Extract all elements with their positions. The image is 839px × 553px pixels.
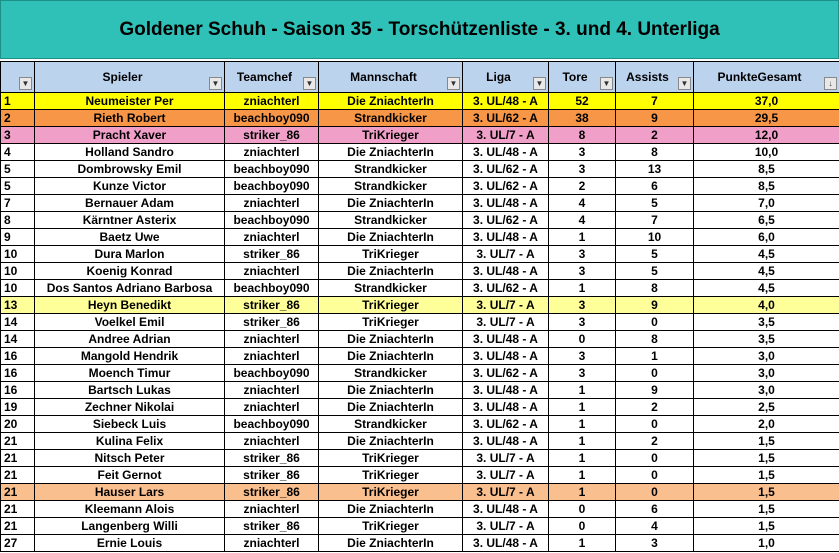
cell-spieler[interactable]: Dos Santos Adriano Barbosa: [35, 280, 225, 297]
table-row: [1, 518, 839, 535]
cell-spieler[interactable]: Bartsch Lukas: [35, 382, 225, 399]
cell-tore[interactable]: 52: [549, 93, 616, 110]
cell-assists[interactable]: 9: [616, 297, 694, 314]
cell-spieler[interactable]: Kleemann Alois: [35, 501, 225, 518]
cell-teamchef[interactable]: beachboy090: [225, 365, 319, 382]
cell-assists[interactable]: 7: [616, 212, 694, 229]
cell-liga[interactable]: 3. UL/62 - A: [463, 178, 549, 195]
cell-mannschaft[interactable]: Strandkicker: [319, 161, 463, 178]
cell-liga[interactable]: 3. UL/48 - A: [463, 433, 549, 450]
cell-tore[interactable]: 0: [549, 331, 616, 348]
cell-assists[interactable]: 9: [616, 110, 694, 127]
cell-mannschaft[interactable]: Die ZniachterIn: [319, 382, 463, 399]
cell-teamchef[interactable]: striker_86: [225, 297, 319, 314]
cell-liga[interactable]: 3. UL/7 - A: [463, 246, 549, 263]
sort-desc-icon[interactable]: ↓: [824, 77, 837, 90]
table-row: [1, 110, 839, 127]
col-header-teamchef: Teamchef ▼: [225, 62, 319, 93]
cell-liga[interactable]: 3. UL/48 - A: [463, 382, 549, 399]
cell-liga[interactable]: 3. UL/48 - A: [463, 331, 549, 348]
col-header-punkte: PunkteGesamt ↓: [694, 62, 839, 93]
cell-mannschaft[interactable]: TriKrieger: [319, 450, 463, 467]
cell-tore[interactable]: 3: [549, 144, 616, 161]
cell-tore[interactable]: 1: [549, 416, 616, 433]
cell-mannschaft[interactable]: Strandkicker: [319, 110, 463, 127]
cell-spieler[interactable]: Nitsch Peter: [35, 450, 225, 467]
cell-tore[interactable]: 2: [549, 178, 616, 195]
cell-assists[interactable]: 0: [616, 467, 694, 484]
cell-punkte[interactable]: 29,5: [694, 110, 839, 127]
cell-rank[interactable]: 21: [1, 484, 35, 501]
cell-rank[interactable]: 10: [1, 263, 35, 280]
cell-punkte[interactable]: 1,5: [694, 518, 839, 535]
cell-teamchef[interactable]: beachboy090: [225, 161, 319, 178]
cell-spieler[interactable]: Voelkel Emil: [35, 314, 225, 331]
cell-mannschaft[interactable]: TriKrieger: [319, 297, 463, 314]
cell-teamchef[interactable]: zniachterl: [225, 144, 319, 161]
cell-mannschaft[interactable]: TriKrieger: [319, 127, 463, 144]
col-header-liga: Liga ▼: [463, 62, 549, 93]
cell-spieler[interactable]: Kunze Victor: [35, 178, 225, 195]
cell-mannschaft[interactable]: TriKrieger: [319, 518, 463, 535]
cell-rank[interactable]: 2: [1, 110, 35, 127]
cell-rank[interactable]: 16: [1, 365, 35, 382]
cell-liga[interactable]: 3. UL/48 - A: [463, 348, 549, 365]
cell-assists[interactable]: 5: [616, 263, 694, 280]
cell-rank[interactable]: 5: [1, 178, 35, 195]
cell-rank[interactable]: 10: [1, 280, 35, 297]
cell-spieler[interactable]: Neumeister Per: [35, 93, 225, 110]
table-row: [1, 127, 839, 144]
cell-tore[interactable]: 3: [549, 161, 616, 178]
cell-spieler[interactable]: Zechner Nikolai: [35, 399, 225, 416]
cell-punkte[interactable]: 1,5: [694, 467, 839, 484]
filter-dropdown-icon[interactable]: ▼: [533, 77, 546, 90]
col-header-assists: Assists ▼: [616, 62, 694, 93]
col-header-spieler: Spieler ▼: [35, 62, 225, 93]
cell-punkte[interactable]: 3,5: [694, 331, 839, 348]
cell-spieler[interactable]: Langenberg Willi: [35, 518, 225, 535]
cell-punkte[interactable]: 1,0: [694, 535, 839, 552]
cell-punkte[interactable]: 4,0: [694, 297, 839, 314]
cell-punkte[interactable]: 4,5: [694, 263, 839, 280]
table-row: [1, 280, 839, 297]
cell-assists[interactable]: 6: [616, 501, 694, 518]
cell-tore[interactable]: 38: [549, 110, 616, 127]
cell-mannschaft[interactable]: Die ZniachterIn: [319, 348, 463, 365]
table-row: [1, 161, 839, 178]
cell-rank[interactable]: 4: [1, 144, 35, 161]
page-title: Goldener Schuh - Saison 35 - Torschützenliste - 3. und 4. Unterliga: [0, 0, 839, 59]
cell-liga[interactable]: 3. UL/62 - A: [463, 161, 549, 178]
cell-punkte[interactable]: 4,5: [694, 246, 839, 263]
cell-spieler[interactable]: Andree Adrian: [35, 331, 225, 348]
cell-assists[interactable]: 0: [616, 450, 694, 467]
cell-punkte[interactable]: 3,0: [694, 365, 839, 382]
cell-spieler[interactable]: Pracht Xaver: [35, 127, 225, 144]
cell-liga[interactable]: 3. UL/7 - A: [463, 450, 549, 467]
cell-spieler[interactable]: Kulina Felix: [35, 433, 225, 450]
cell-liga[interactable]: 3. UL/48 - A: [463, 501, 549, 518]
table-row: [1, 229, 839, 246]
cell-punkte[interactable]: 1,5: [694, 433, 839, 450]
cell-assists[interactable]: 3: [616, 535, 694, 552]
cell-tore[interactable]: 8: [549, 127, 616, 144]
cell-punkte[interactable]: 6,0: [694, 229, 839, 246]
cell-assists[interactable]: 0: [616, 365, 694, 382]
cell-punkte[interactable]: 6,5: [694, 212, 839, 229]
cell-tore[interactable]: 3: [549, 246, 616, 263]
cell-liga[interactable]: 3. UL/62 - A: [463, 280, 549, 297]
cell-tore[interactable]: 1: [549, 484, 616, 501]
cell-assists[interactable]: 4: [616, 518, 694, 535]
cell-rank[interactable]: 1: [1, 93, 35, 110]
cell-rank[interactable]: 14: [1, 331, 35, 348]
table-row: [1, 263, 839, 280]
cell-punkte[interactable]: 2,0: [694, 416, 839, 433]
cell-spieler[interactable]: Siebeck Luis: [35, 416, 225, 433]
cell-punkte[interactable]: 3,5: [694, 314, 839, 331]
table-row: [1, 314, 839, 331]
cell-punkte[interactable]: 1,5: [694, 484, 839, 501]
cell-liga[interactable]: 3. UL/48 - A: [463, 399, 549, 416]
cell-punkte[interactable]: 3,0: [694, 348, 839, 365]
cell-liga[interactable]: 3. UL/7 - A: [463, 484, 549, 501]
filter-dropdown-icon[interactable]: ▼: [447, 77, 460, 90]
cell-teamchef[interactable]: striker_86: [225, 467, 319, 484]
cell-liga[interactable]: 3. UL/48 - A: [463, 195, 549, 212]
cell-spieler[interactable]: Hauser Lars: [35, 484, 225, 501]
cell-rank[interactable]: 13: [1, 297, 35, 314]
cell-rank[interactable]: 27: [1, 535, 35, 552]
cell-mannschaft[interactable]: Die ZniachterIn: [319, 144, 463, 161]
cell-punkte[interactable]: 1,5: [694, 501, 839, 518]
cell-mannschaft[interactable]: TriKrieger: [319, 467, 463, 484]
cell-tore[interactable]: 1: [549, 450, 616, 467]
cell-assists[interactable]: 2: [616, 399, 694, 416]
cell-teamchef[interactable]: zniachterl: [225, 501, 319, 518]
cell-spieler[interactable]: Rieth Robert: [35, 110, 225, 127]
cell-teamchef[interactable]: zniachterl: [225, 229, 319, 246]
filter-dropdown-icon[interactable]: ▼: [19, 77, 32, 90]
cell-tore[interactable]: 0: [549, 501, 616, 518]
cell-liga[interactable]: 3. UL/48 - A: [463, 93, 549, 110]
filter-dropdown-icon[interactable]: ▼: [600, 77, 613, 90]
cell-liga[interactable]: 3. UL/7 - A: [463, 127, 549, 144]
cell-liga[interactable]: 3. UL/62 - A: [463, 110, 549, 127]
cell-teamchef[interactable]: beachboy090: [225, 178, 319, 195]
table-row: [1, 365, 839, 382]
table-row: [1, 501, 839, 518]
table-row: [1, 348, 839, 365]
cell-rank[interactable]: 3: [1, 127, 35, 144]
cell-spieler[interactable]: Kärntner Asterix: [35, 212, 225, 229]
cell-spieler[interactable]: Heyn Benedikt: [35, 297, 225, 314]
cell-teamchef[interactable]: zniachterl: [225, 382, 319, 399]
cell-assists[interactable]: 5: [616, 246, 694, 263]
col-header-rank: [1, 62, 35, 93]
cell-rank[interactable]: 20: [1, 416, 35, 433]
col-header-tore: Tore ▼: [549, 62, 616, 93]
cell-tore[interactable]: 4: [549, 212, 616, 229]
cell-teamchef[interactable]: zniachterl: [225, 348, 319, 365]
cell-mannschaft[interactable]: TriKrieger: [319, 314, 463, 331]
cell-teamchef[interactable]: zniachterl: [225, 93, 319, 110]
cell-mannschaft[interactable]: Die ZniachterIn: [319, 331, 463, 348]
filter-dropdown-icon[interactable]: ▼: [303, 77, 316, 90]
cell-spieler[interactable]: Feit Gernot: [35, 467, 225, 484]
cell-assists[interactable]: 8: [616, 280, 694, 297]
table-row: [1, 535, 839, 552]
table-row: [1, 331, 839, 348]
cell-mannschaft[interactable]: Die ZniachterIn: [319, 229, 463, 246]
cell-assists[interactable]: 0: [616, 484, 694, 501]
scorer-table: [0, 61, 839, 552]
cell-assists[interactable]: 10: [616, 229, 694, 246]
table-row: [1, 212, 839, 229]
table-row: [1, 467, 839, 484]
table-row: [1, 399, 839, 416]
cell-assists[interactable]: 5: [616, 195, 694, 212]
cell-rank[interactable]: 21: [1, 518, 35, 535]
cell-teamchef[interactable]: striker_86: [225, 450, 319, 467]
cell-liga[interactable]: 3. UL/48 - A: [463, 263, 549, 280]
cell-teamchef[interactable]: zniachterl: [225, 263, 319, 280]
cell-teamchef[interactable]: beachboy090: [225, 416, 319, 433]
cell-teamchef[interactable]: zniachterl: [225, 195, 319, 212]
cell-assists[interactable]: 8: [616, 331, 694, 348]
cell-liga[interactable]: 3. UL/7 - A: [463, 467, 549, 484]
cell-tore[interactable]: 1: [549, 535, 616, 552]
table-row: [1, 433, 839, 450]
cell-assists[interactable]: 8: [616, 144, 694, 161]
cell-tore[interactable]: 1: [549, 382, 616, 399]
table-row: [1, 416, 839, 433]
table-row: [1, 484, 839, 501]
cell-teamchef[interactable]: striker_86: [225, 314, 319, 331]
cell-mannschaft[interactable]: Die ZniachterIn: [319, 195, 463, 212]
cell-assists[interactable]: 9: [616, 382, 694, 399]
cell-tore[interactable]: 3: [549, 348, 616, 365]
cell-liga[interactable]: 3. UL/7 - A: [463, 314, 549, 331]
cell-liga[interactable]: 3. UL/62 - A: [463, 416, 549, 433]
table-row: [1, 297, 839, 314]
cell-teamchef[interactable]: striker_86: [225, 518, 319, 535]
cell-mannschaft[interactable]: Die ZniachterIn: [319, 93, 463, 110]
cell-tore[interactable]: 1: [549, 433, 616, 450]
cell-tore[interactable]: 1: [549, 229, 616, 246]
cell-spieler[interactable]: Dura Marlon: [35, 246, 225, 263]
cell-teamchef[interactable]: striker_86: [225, 246, 319, 263]
cell-spieler[interactable]: Ernie Louis: [35, 535, 225, 552]
table-row: [1, 246, 839, 263]
cell-liga[interactable]: 3. UL/48 - A: [463, 144, 549, 161]
cell-teamchef[interactable]: beachboy090: [225, 280, 319, 297]
cell-mannschaft[interactable]: Die ZniachterIn: [319, 535, 463, 552]
cell-tore[interactable]: 1: [549, 399, 616, 416]
cell-teamchef[interactable]: beachboy090: [225, 212, 319, 229]
filter-dropdown-icon[interactable]: ▼: [209, 77, 222, 90]
cell-mannschaft[interactable]: Strandkicker: [319, 416, 463, 433]
cell-spieler[interactable]: Holland Sandro: [35, 144, 225, 161]
col-header-mannschaft: Mannschaft ▼: [319, 62, 463, 93]
cell-tore[interactable]: 3: [549, 365, 616, 382]
cell-mannschaft[interactable]: Strandkicker: [319, 212, 463, 229]
cell-teamchef[interactable]: zniachterl: [225, 535, 319, 552]
cell-teamchef[interactable]: striker_86: [225, 127, 319, 144]
cell-teamchef[interactable]: striker_86: [225, 484, 319, 501]
cell-spieler[interactable]: Dombrowsky Emil: [35, 161, 225, 178]
cell-liga[interactable]: 3. UL/62 - A: [463, 212, 549, 229]
cell-mannschaft[interactable]: Strandkicker: [319, 178, 463, 195]
cell-rank[interactable]: 19: [1, 399, 35, 416]
cell-mannschaft[interactable]: Die ZniachterIn: [319, 263, 463, 280]
cell-teamchef[interactable]: beachboy090: [225, 110, 319, 127]
cell-rank[interactable]: 21: [1, 450, 35, 467]
table-row: [1, 93, 839, 110]
cell-rank[interactable]: 16: [1, 382, 35, 399]
table-row: [1, 178, 839, 195]
cell-mannschaft[interactable]: TriKrieger: [319, 246, 463, 263]
cell-punkte[interactable]: 10,0: [694, 144, 839, 161]
cell-punkte[interactable]: 4,5: [694, 280, 839, 297]
cell-punkte[interactable]: 8,5: [694, 178, 839, 195]
cell-spieler[interactable]: Bernauer Adam: [35, 195, 225, 212]
cell-mannschaft[interactable]: Die ZniachterIn: [319, 501, 463, 518]
header-row: [1, 62, 839, 93]
cell-liga[interactable]: 3. UL/62 - A: [463, 365, 549, 382]
cell-tore[interactable]: 4: [549, 195, 616, 212]
cell-rank[interactable]: 21: [1, 433, 35, 450]
cell-spieler[interactable]: Baetz Uwe: [35, 229, 225, 246]
cell-punkte[interactable]: 3,0: [694, 382, 839, 399]
cell-punkte[interactable]: 1,5: [694, 450, 839, 467]
cell-rank[interactable]: 14: [1, 314, 35, 331]
cell-rank[interactable]: 9: [1, 229, 35, 246]
table-row: [1, 382, 839, 399]
cell-assists[interactable]: 1: [616, 348, 694, 365]
filter-dropdown-icon[interactable]: ▼: [678, 77, 691, 90]
cell-punkte[interactable]: 2,5: [694, 399, 839, 416]
cell-liga[interactable]: 3. UL/7 - A: [463, 518, 549, 535]
cell-assists[interactable]: 2: [616, 127, 694, 144]
cell-mannschaft[interactable]: Strandkicker: [319, 365, 463, 382]
cell-assists[interactable]: 7: [616, 93, 694, 110]
cell-punkte[interactable]: 7,0: [694, 195, 839, 212]
table-row: [1, 144, 839, 161]
cell-assists[interactable]: 6: [616, 178, 694, 195]
cell-teamchef[interactable]: zniachterl: [225, 399, 319, 416]
cell-mannschaft[interactable]: Strandkicker: [319, 280, 463, 297]
cell-liga[interactable]: 3. UL/48 - A: [463, 535, 549, 552]
cell-rank[interactable]: 5: [1, 161, 35, 178]
cell-tore[interactable]: 3: [549, 263, 616, 280]
cell-mannschaft[interactable]: Die ZniachterIn: [319, 433, 463, 450]
cell-tore[interactable]: 1: [549, 280, 616, 297]
cell-rank[interactable]: 21: [1, 501, 35, 518]
cell-assists[interactable]: 0: [616, 314, 694, 331]
cell-teamchef[interactable]: zniachterl: [225, 433, 319, 450]
cell-rank[interactable]: 16: [1, 348, 35, 365]
cell-mannschaft[interactable]: TriKrieger: [319, 484, 463, 501]
cell-assists[interactable]: 0: [616, 416, 694, 433]
cell-assists[interactable]: 2: [616, 433, 694, 450]
cell-tore[interactable]: 3: [549, 314, 616, 331]
cell-liga[interactable]: 3. UL/48 - A: [463, 229, 549, 246]
table-row: [1, 450, 839, 467]
table-row: [1, 195, 839, 212]
cell-teamchef[interactable]: zniachterl: [225, 331, 319, 348]
cell-punkte[interactable]: 8,5: [694, 161, 839, 178]
cell-punkte[interactable]: 12,0: [694, 127, 839, 144]
cell-tore[interactable]: 0: [549, 518, 616, 535]
cell-rank[interactable]: 7: [1, 195, 35, 212]
cell-rank[interactable]: 21: [1, 467, 35, 484]
cell-punkte[interactable]: 37,0: [694, 93, 839, 110]
cell-spieler[interactable]: Moench Timur: [35, 365, 225, 382]
cell-spieler[interactable]: Mangold Hendrik: [35, 348, 225, 365]
cell-tore[interactable]: 1: [549, 467, 616, 484]
cell-assists[interactable]: 13: [616, 161, 694, 178]
cell-tore[interactable]: 3: [549, 297, 616, 314]
cell-mannschaft[interactable]: Die ZniachterIn: [319, 399, 463, 416]
cell-rank[interactable]: 10: [1, 246, 35, 263]
cell-rank[interactable]: 8: [1, 212, 35, 229]
cell-liga[interactable]: 3. UL/7 - A: [463, 297, 549, 314]
cell-spieler[interactable]: Koenig Konrad: [35, 263, 225, 280]
